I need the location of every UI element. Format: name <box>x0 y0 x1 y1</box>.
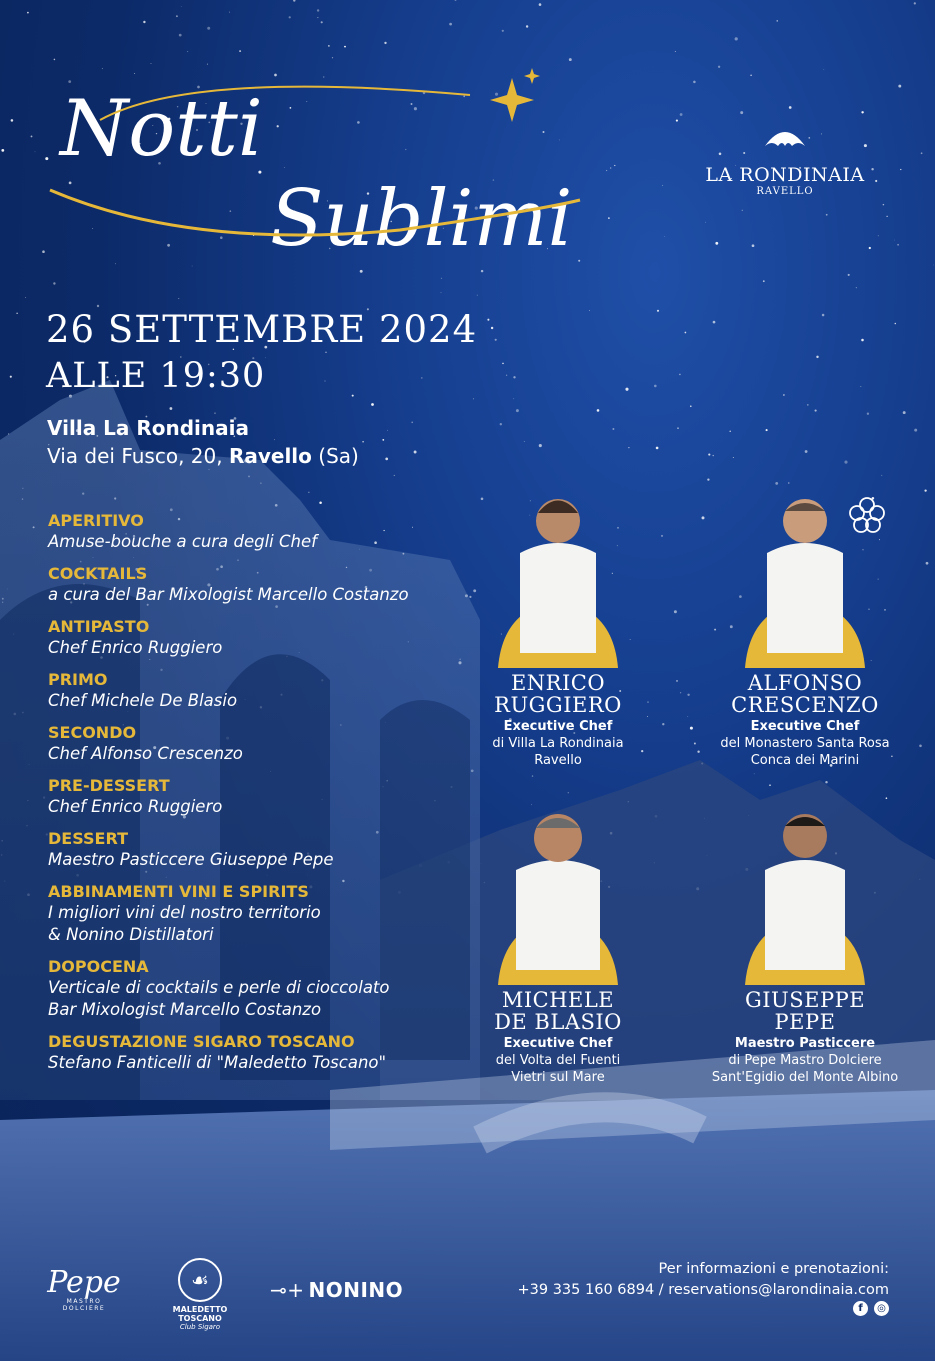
chef-card-michele <box>458 800 658 1086</box>
course-detail: Chef Michele De Blasio <box>48 691 238 710</box>
course-detail: Bar Mixologist Marcello Costanzo <box>48 1000 322 1019</box>
chef-card-enrico <box>458 483 658 769</box>
chef-role: Executive Chef <box>503 719 613 734</box>
course-heading: PRIMO <box>48 670 108 689</box>
small-sparkle-icon <box>524 68 540 84</box>
pepe-subtitle: MASTRO DOLCIERE <box>62 1298 106 1312</box>
pepe-wordmark: Pepe <box>47 1265 121 1300</box>
course-detail: Verticale di cocktails e perle di cioccolato <box>48 978 390 997</box>
menu-course <box>48 617 488 659</box>
menu-course <box>48 882 488 946</box>
rondinaia-logo <box>700 118 870 197</box>
chef-place: del Monastero Santa Rosa <box>720 736 890 751</box>
contact-label: Per informazioni e prenotazioni: <box>658 1261 889 1277</box>
chef-portrait <box>725 800 885 985</box>
venue-address <box>47 444 359 468</box>
course-detail: Chef Alfonso Crescenzo <box>48 744 243 763</box>
chef-first-name: MICHELE <box>501 988 615 1012</box>
address-city: Ravello <box>228 444 312 468</box>
course-heading: DOPOCENA <box>48 957 149 976</box>
course-detail: & Nonino Distillatori <box>48 925 214 944</box>
nonino-wordmark: NONINO <box>308 1278 404 1302</box>
chef-place: Vietri sul Mare <box>511 1070 605 1085</box>
maledetto-name: MALEDETTO TOSCANO <box>172 1305 228 1323</box>
course-detail: Chef Enrico Ruggiero <box>48 638 223 657</box>
cigar-emblem-icon: ☙ <box>178 1258 222 1302</box>
chef-first-name: ENRICO <box>510 671 606 695</box>
contact-info <box>518 1259 890 1301</box>
chef-card-giuseppe <box>705 800 905 1086</box>
menu-course <box>48 957 488 1021</box>
menu-list <box>48 511 488 1085</box>
course-detail: Maestro Pasticcere Giuseppe Pepe <box>48 850 334 869</box>
chef-last-name: DE BLASIO <box>494 1010 622 1034</box>
course-heading: ANTIPASTO <box>48 617 150 636</box>
chef-role: Executive Chef <box>503 1036 613 1051</box>
course-heading: ABBINAMENTI VINI E SPIRITS <box>48 882 309 901</box>
chef-first-name: ALFONSO <box>747 671 863 695</box>
course-heading: DEGUSTAZIONE SIGARO TOSCANO <box>48 1032 355 1051</box>
menu-course <box>48 723 488 765</box>
maledetto-subtitle: Club Sigaro <box>179 1323 221 1331</box>
chef-first-name: GIUSEPPE <box>744 988 866 1012</box>
title-line-1: Notti <box>60 84 263 174</box>
nonino-logo <box>270 1278 403 1302</box>
umbrella-pine-icon <box>760 118 810 158</box>
course-heading: DESSERT <box>48 829 128 848</box>
nonino-mark-icon: ⊸+ <box>270 1278 305 1302</box>
instagram-icon[interactable]: ◎ <box>874 1301 889 1316</box>
course-heading: COCKTAILS <box>48 564 148 583</box>
event-date: 26 SETTEMBRE 2024 <box>46 308 478 351</box>
maledetto-toscano-logo <box>150 1258 250 1331</box>
sparkle-icon <box>490 78 534 122</box>
course-detail: Chef Enrico Ruggiero <box>48 797 223 816</box>
michelin-star-icon <box>846 495 888 537</box>
chef-place: Ravello <box>534 753 582 768</box>
chef-last-name: PEPE <box>774 1010 836 1034</box>
chef-place: del Volta del Fuenti <box>495 1053 621 1068</box>
menu-course <box>48 776 488 818</box>
menu-course <box>48 670 488 712</box>
address-province: (Sa) <box>318 444 359 468</box>
menu-course <box>48 564 488 606</box>
chef-last-name: RUGGIERO <box>494 693 622 717</box>
course-heading: SECONDO <box>48 723 137 742</box>
menu-course <box>48 1032 488 1074</box>
event-title <box>40 60 600 270</box>
menu-course <box>48 829 488 871</box>
chef-last-name: CRESCENZO <box>731 693 879 717</box>
chef-portrait <box>478 483 638 668</box>
facebook-icon[interactable]: f <box>853 1301 868 1316</box>
address-street: Via dei Fusco, 20, <box>47 444 223 468</box>
chef-place: di Villa La Rondinaia <box>492 736 624 751</box>
social-links <box>853 1301 889 1316</box>
logo-city: RAVELLO <box>756 186 814 197</box>
course-heading: APERITIVO <box>48 511 144 530</box>
venue-name: Villa La Rondinaia <box>47 416 249 440</box>
chef-portrait <box>478 800 638 985</box>
event-time: ALLE 19:30 <box>46 356 266 396</box>
menu-course <box>48 511 488 553</box>
chef-place: di Pepe Mastro Dolciere <box>728 1053 882 1068</box>
chef-place: Sant'Egidio del Monte Albino <box>711 1070 899 1085</box>
course-detail: Stefano Fanticelli di "Maledetto Toscano" <box>48 1053 387 1072</box>
chef-role: Maestro Pasticcere <box>734 1036 876 1051</box>
course-detail: a cura del Bar Mixologist Marcello Costanzo <box>48 585 409 604</box>
contact-details[interactable]: +39 335 160 6894 / reservations@larondinaia.com <box>517 1282 889 1298</box>
course-detail: Amuse-bouche a cura degli Chef <box>48 532 317 551</box>
title-line-2: Sublimi <box>270 174 573 264</box>
pepe-logo <box>46 1265 122 1312</box>
course-heading: PRE-DESSERT <box>48 776 170 795</box>
logo-name: LA RONDINAIA <box>705 164 865 186</box>
course-detail: I migliori vini del nostro territorio <box>48 903 321 922</box>
chef-place: Conca dei Marini <box>750 753 860 768</box>
chef-role: Executive Chef <box>750 719 860 734</box>
